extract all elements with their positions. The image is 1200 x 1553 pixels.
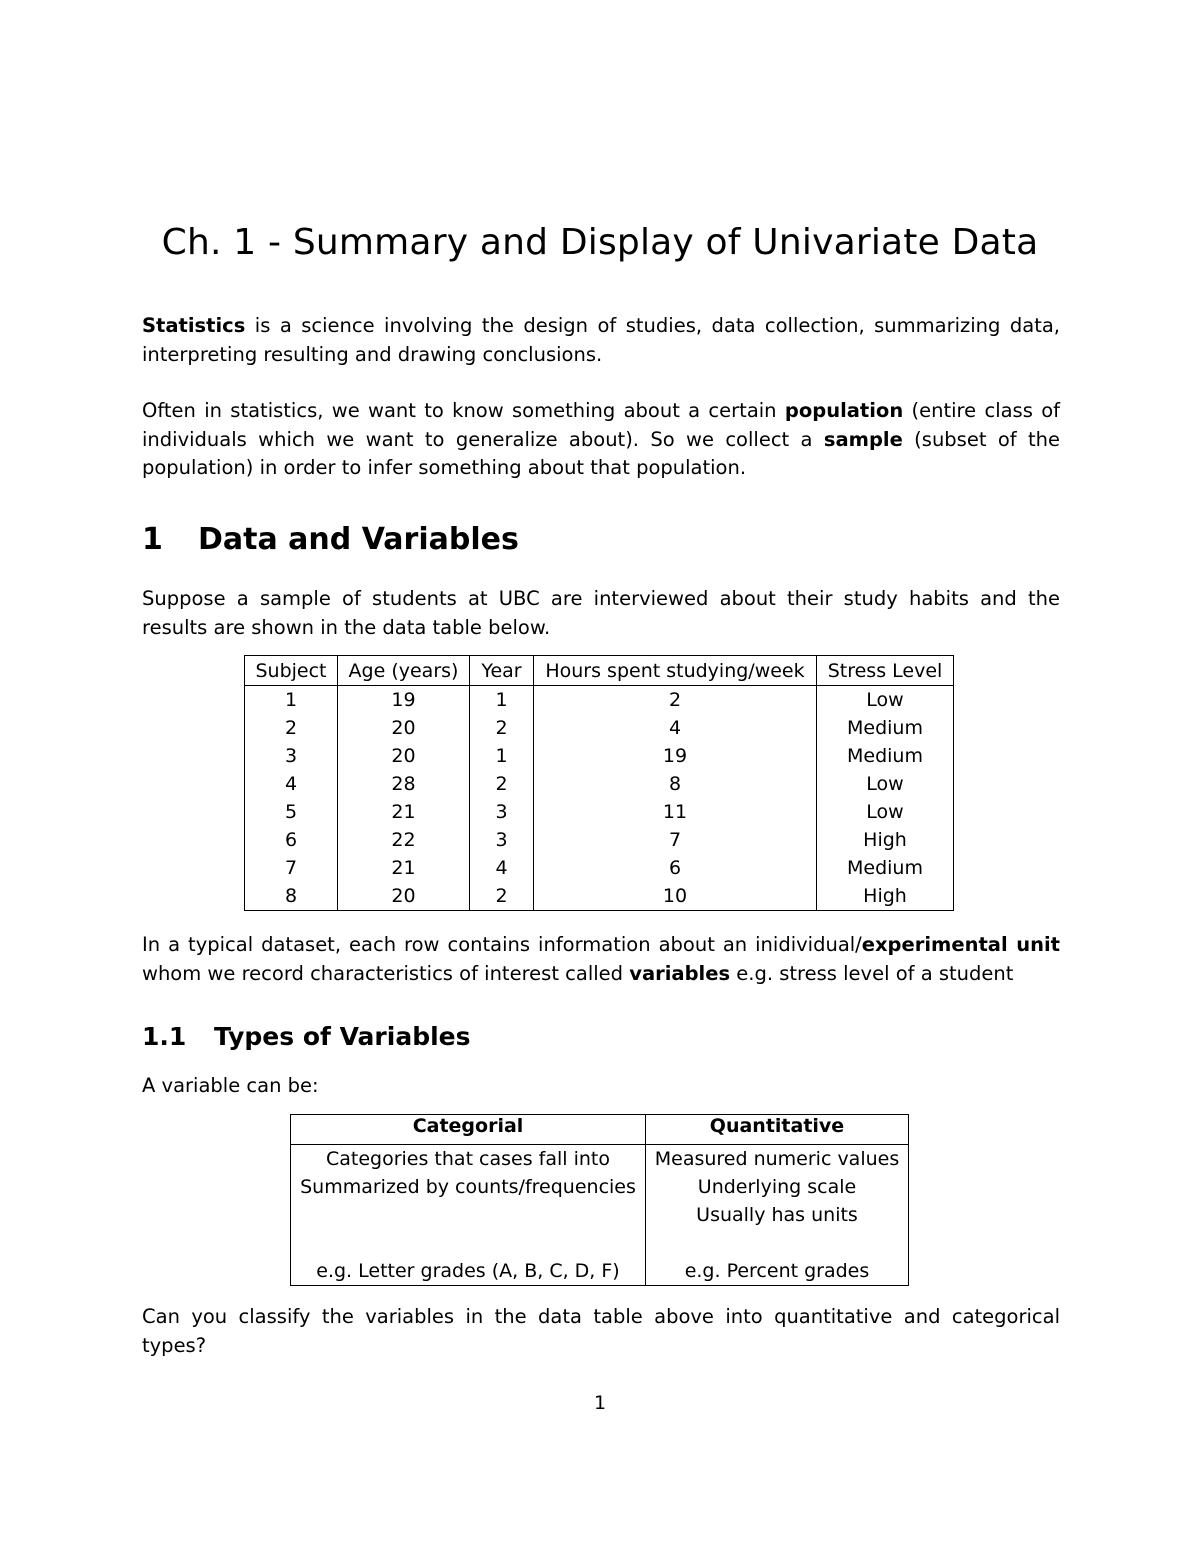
variable-types-table [290,1114,909,1286]
paragraph-text: Often in statistics, we want to know something about a certain [142,399,785,422]
table-header-row [245,656,954,686]
table-cell: 21 [338,854,470,882]
column-header: Hours spent studying/week [534,656,817,686]
classification-question: Can you classify the variables in the data table above into quantitative and categorical types? [142,1305,1060,1357]
page-number: 1 [593,1392,607,1414]
column-header: Subject [245,656,338,686]
table-row [245,714,954,742]
table-cell: Categories that cases fall into [291,1145,646,1174]
section-number: 1 [142,522,163,557]
table-row [245,770,954,798]
table-cell: 8 [534,770,817,798]
term-variables: variables [629,961,731,985]
table-cell: Low [817,686,954,715]
table-cell: 1 [470,686,534,715]
section-intro: Suppose a sample of students at UBC are interviewed about their study habits and the results are shown in the data table below. [142,587,1060,639]
student-data-table [244,655,954,911]
table-row [245,798,954,826]
section-title: Data and Variables [198,522,519,557]
table-cell: Medium [817,854,954,882]
table-cell: 3 [470,826,534,854]
dataset-explanation [142,931,1060,988]
table-cell: 20 [338,714,470,742]
table-cell [291,1201,646,1229]
table-cell: 11 [534,798,817,826]
term-experimental-unit: experimental unit [861,933,1060,956]
table-cell [291,1229,646,1257]
table-cell: 4 [470,854,534,882]
table-cell: Medium [817,742,954,770]
table-cell: High [817,882,954,911]
table-cell: 20 [338,742,470,770]
table-cell: 10 [534,882,817,911]
table-cell: Medium [817,714,954,742]
table-row [245,854,954,882]
subsection-title: Types of Variables [214,1022,471,1051]
statistics-definition-text: is a science involving the design of studies, data collection, summarizing data, interpreting resulting and drawing conclusions. [142,314,1060,366]
page-title: Ch. 1 - Summary and Display of Univariate Data [161,222,1039,263]
table-cell: Low [817,798,954,826]
table-cell: Underlying scale [646,1173,909,1201]
table-cell: Summarized by counts/frequencies [291,1173,646,1201]
term-statistics: Statistics [142,314,246,337]
table-row [291,1173,909,1201]
table-cell: 7 [245,854,338,882]
column-header: Age (years) [338,656,470,686]
table-row [245,826,954,854]
table-cell: Low [817,770,954,798]
term-population: population [784,399,904,422]
table-row [245,686,954,715]
table-cell: 2 [470,770,534,798]
table-cell: 1 [470,742,534,770]
table-cell: Usually has units [646,1201,909,1229]
table-cell: e.g. Letter grades (A, B, C, D, F) [291,1257,646,1286]
table-cell: 28 [338,770,470,798]
subsection-lead: A variable can be: [142,1074,319,1097]
term-sample: sample [823,427,903,451]
column-header: Quantitative [646,1115,909,1145]
table-cell: 2 [245,714,338,742]
subsection-number: 1.1 [142,1022,187,1051]
table-cell: 4 [245,770,338,798]
table-row [245,742,954,770]
table-cell: 19 [534,742,817,770]
paragraph-text: In a typical dataset, each row contains information about an inidividual/ [142,933,862,956]
table-cell: 2 [534,686,817,715]
column-header: Categorial [291,1115,646,1145]
paragraph-text: whom we record characteristics of interest called [142,961,630,985]
table-row [291,1229,909,1257]
table-cell: 7 [534,826,817,854]
table-cell: 2 [470,882,534,911]
table-cell: 19 [338,686,470,715]
paragraph-text: (subset of the population) in order to infer something about that population. [142,427,1060,479]
table-header-row [291,1115,909,1145]
table-row [291,1145,909,1174]
paragraph-text: e.g. stress level of a student [730,961,1014,985]
table-cell: 21 [338,798,470,826]
table-cell: 3 [245,742,338,770]
column-header: Stress Level [817,656,954,686]
subsection-heading [142,1022,471,1051]
table-cell: e.g. Percent grades [646,1257,909,1286]
table-cell: 20 [338,882,470,911]
paragraph-text: (entire class of individuals which we want to generalize about). So we collect a [142,399,1060,451]
table-cell: 2 [470,714,534,742]
table-cell: 4 [534,714,817,742]
table-cell: High [817,826,954,854]
table-cell: 1 [245,686,338,715]
table-row [245,882,954,911]
table-cell: Measured numeric values [646,1145,909,1174]
table-row [291,1257,909,1286]
column-header: Year [470,656,534,686]
table-cell: 6 [534,854,817,882]
table-cell: 6 [245,826,338,854]
table-cell: 3 [470,798,534,826]
table-cell: 22 [338,826,470,854]
section-heading [142,522,519,557]
table-cell [646,1229,909,1257]
table-row [291,1201,909,1229]
population-sample-paragraph [142,397,1060,483]
table-cell: 5 [245,798,338,826]
table-cell: 8 [245,882,338,911]
statistics-definition [142,312,1060,369]
